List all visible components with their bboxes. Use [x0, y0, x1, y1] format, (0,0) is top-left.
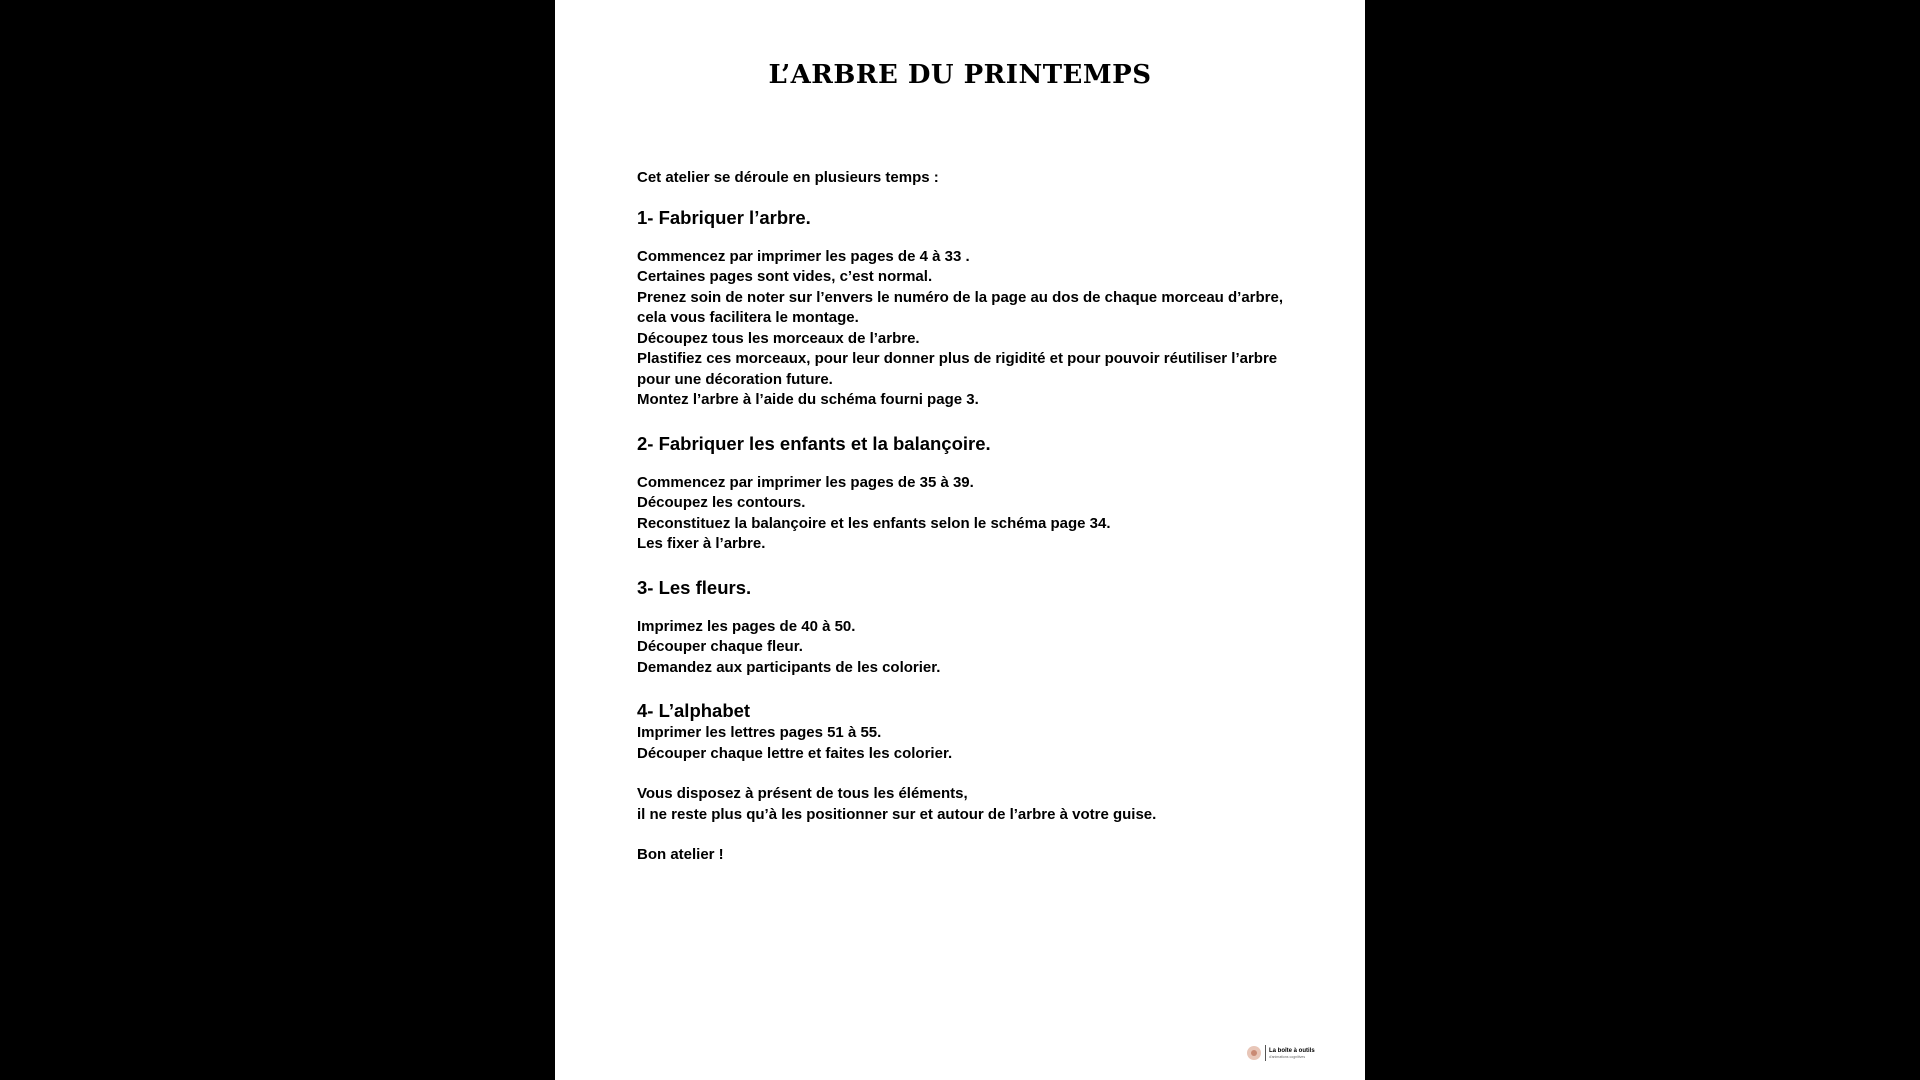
- section-4-line: Découper chaque lettre et faites les colorier.: [637, 744, 953, 762]
- section-1-line: Découpez tous les morceaux de l’arbre.: [637, 329, 920, 347]
- document-page: [555, 0, 1365, 1080]
- section-3-line: Demandez aux participants de les colorier.: [637, 658, 941, 676]
- section-3-line: Imprimez les pages de 40 à 50.: [637, 617, 856, 635]
- section-4-line: Imprimer les lettres pages 51 à 55.: [637, 724, 882, 741]
- signoff-text: Bon atelier !: [637, 846, 724, 863]
- section-1-line: Plastifiez ces morceaux, pour leur donner plus de rigidité et pour pouvoir réutiliser l’arbre: [637, 350, 1278, 367]
- document-body: [637, 168, 1297, 866]
- section-1-line: Prenez soin de noter sur l’envers le numéro de la page au dos de chaque morceau d’arbre,: [637, 288, 1284, 306]
- section-heading-4: 4- L’alphabet: [637, 700, 751, 721]
- logo-divider: [1265, 1045, 1266, 1061]
- section-2-line: Découpez les contours.: [637, 494, 806, 511]
- tree-logo-icon: [1247, 1046, 1261, 1060]
- section-3-line: Découper chaque fleur.: [637, 638, 803, 655]
- section-2-line: Commencez par imprimer les pages de 35 à 39.: [637, 473, 974, 491]
- section-1-line: cela vous facilitera le montage.: [637, 309, 859, 326]
- section-1-line: Certaines pages sont vides, c’est normal.: [637, 268, 933, 285]
- section-1-line: Montez l’arbre à l’aide du schéma fourni page 3.: [637, 391, 979, 408]
- section-2-line: Reconstituez la balançoire et les enfants selon le schéma page 34.: [637, 514, 1111, 532]
- logo-name: La boîte à outils: [1269, 1047, 1315, 1054]
- closing-line: il ne reste plus qu’à les positionner sur et autour de l’arbre à votre guise.: [637, 805, 1157, 823]
- section-heading-2: 2- Fabriquer les enfants et la balançoire.: [637, 432, 991, 454]
- section-2-line: Les fixer à l’arbre.: [637, 535, 766, 552]
- closing-line: Vous disposez à présent de tous les éléments,: [637, 785, 968, 802]
- section-heading-1: 1- Fabriquer l’arbre.: [637, 206, 811, 228]
- section-heading-3: 3- Les fleurs.: [637, 576, 752, 598]
- section-1-line: pour une décoration future.: [637, 370, 833, 388]
- logo-text: [1269, 1048, 1315, 1059]
- page-title: L’ARBRE DU PRINTEMPS: [768, 60, 1152, 90]
- section-1-line: Commencez par imprimer les pages de 4 à 33 .: [637, 247, 970, 265]
- publisher-logo: [1247, 1043, 1327, 1063]
- logo-subtitle: d'animations cognitives: [1269, 1054, 1306, 1059]
- intro-text: Cet atelier se déroule en plusieurs temps :: [637, 169, 939, 186]
